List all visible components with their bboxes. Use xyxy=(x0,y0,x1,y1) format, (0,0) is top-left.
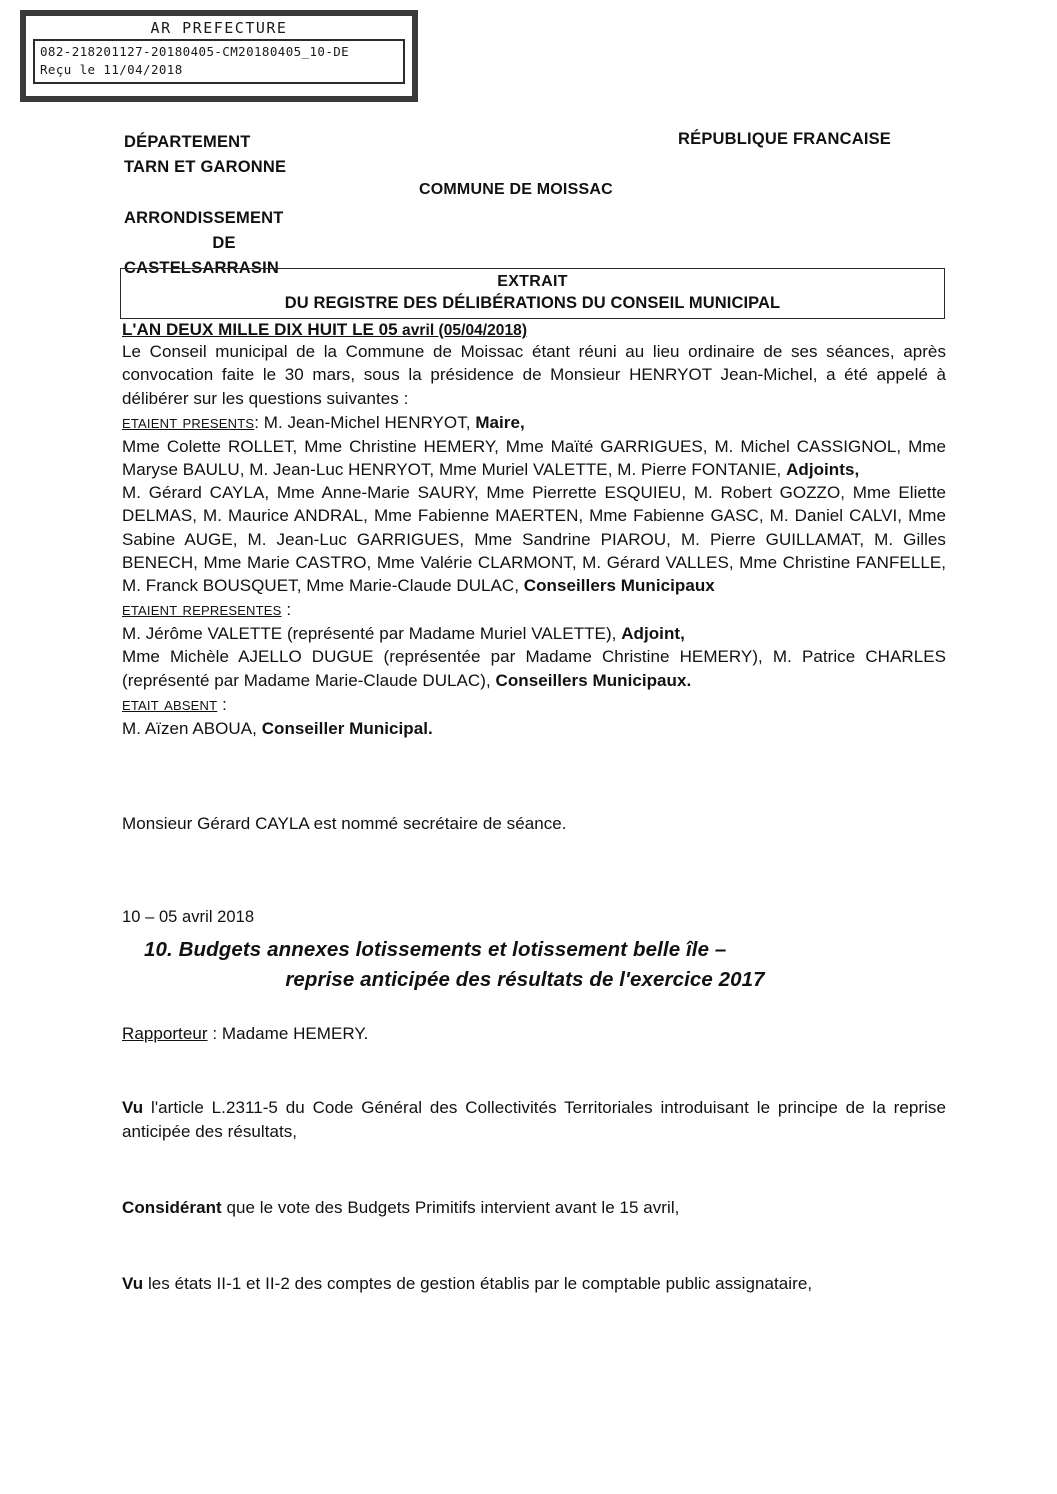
considerant-1-text: l'article L.2311-5 du Code Général des Collectivités Territoriales introduisant le principe de la reprise anticipée des résultats, xyxy=(122,1098,946,1142)
presents-adjoints-paragraph xyxy=(122,435,946,482)
presents-conseillers-paragraph xyxy=(122,481,946,597)
spacer-after-absent xyxy=(122,740,946,814)
header-left-block xyxy=(124,130,324,281)
republique-francaise: RÉPUBLIQUE FRANCAISE xyxy=(678,130,892,148)
considerant-paragraph-3 xyxy=(122,1272,946,1296)
document-header xyxy=(0,130,1057,278)
session-date-sub: avril (05/04/2018) xyxy=(397,322,528,339)
stamp-received-date: Reçu le 11/04/2018 xyxy=(40,61,183,77)
representes-line2-role: Conseillers Municipaux. xyxy=(495,670,692,690)
stamp-reference: 082-218201127-20180405-CM20180405_10-DE xyxy=(40,44,350,59)
stamp-title: AR PREFECTURE xyxy=(150,19,288,37)
spacer-before-rapporteur xyxy=(122,994,946,1024)
presents-adjoints-names: Mme Colette ROLLET, Mme Christine HEMERY, Mme Maïté GARRIGUES, M. Michel CASSIGNOL, Mme Maryse BAULU, M. Jean-Luc HENRYOT, Mme Muriel VALETTE, M. Pierre FONTANIE, xyxy=(122,436,946,479)
departement-name: TARN ET GARONNE xyxy=(124,158,287,177)
presents-maire-intro: : M. Jean-Michel HENRYOT, xyxy=(254,412,476,432)
rapporteur-line xyxy=(122,1024,946,1044)
stamp-reference-box xyxy=(33,39,405,84)
presents-heading-line xyxy=(122,410,946,435)
extrait-title: EXTRAIT xyxy=(497,273,568,290)
arrondissement-de: DE xyxy=(212,234,236,253)
spacer-after-secretaire xyxy=(122,834,946,908)
absent-heading xyxy=(122,692,946,717)
convocation-paragraph: Le Conseil municipal de la Commune de Moissac étant réuni au lieu ordinaire de ses séances, après convocation faite le 30 mars, sous la présidence de Monsieur HENRYOT Jean-Michel, a été appelé à délibérer sur les questions suivantes : xyxy=(122,342,946,408)
representes-label-suffix: : xyxy=(281,600,292,620)
arrondissement-name: CASTELSARRASIN xyxy=(124,259,279,278)
deliberation-title xyxy=(122,935,946,994)
considerant-1-lead: Vu xyxy=(122,1098,144,1118)
considerant-3-lead: Vu xyxy=(122,1273,144,1293)
arrondissement-label: ARRONDISSEMENT xyxy=(124,209,284,228)
representes-heading xyxy=(122,597,946,622)
representes-label: etaient representes xyxy=(122,599,282,620)
ar-prefecture-stamp xyxy=(20,10,418,102)
considerant-paragraph-1 xyxy=(122,1096,946,1144)
absent-name: M. Aïzen ABOUA, xyxy=(122,718,262,738)
representes-line1-text: M. Jérôme VALETTE (représenté par Madame Muriel VALETTE), xyxy=(122,624,622,644)
spacer-between-considerants-2 xyxy=(122,1220,946,1272)
considerant-2-lead: Considérant xyxy=(122,1197,222,1217)
rapporteur-label: Rapporteur xyxy=(122,1024,208,1044)
considerant-3-text: les états II-1 et II-2 des comptes de gestion établis par le comptable public assignataire, xyxy=(143,1273,813,1293)
representes-line2-text: Mme Michèle AJELLO DUGUE (représentée par Madame Christine HEMERY), M. Patrice CHARLES (représenté par Madame Marie-Claude DULAC), xyxy=(122,647,946,690)
presents-conseillers-names: M. Gérard CAYLA, Mme Anne-Marie SAURY, Mme Pierrette ESQUIEU, M. Robert GOZZO, Mme Eliette DELMAS, M. Maurice ANDRAL, Mme Fabienne MAERTEN, Mme Fabienne GASC, M. Daniel CALVI, Mme Sabine AUGE, M. Jean-Luc GARRIGUES, Mme Sandrine PIAROU, M. Pierre GUILLAMAT, M. Gilles BENECH, Mme Marie CASTRO, Mme Valérie CLARMONT, M. Gérard VALLES, Mme Christine FANFELLE, M. Franck BOUSQUET, Mme Marie-Claude DULAC, xyxy=(122,483,946,596)
considerant-paragraph-2 xyxy=(122,1196,946,1220)
presents-maire-role: Maire, xyxy=(475,412,525,432)
presents-conseillers-role: Conseillers Municipaux xyxy=(523,576,715,596)
presents-adjoints-role: Adjoints, xyxy=(786,459,860,479)
rapporteur-value: : Madame HEMERY. xyxy=(207,1024,369,1044)
deliberation-title-line1: 10. Budgets annexes lotissements et lotissement belle île – xyxy=(144,937,727,961)
document-body xyxy=(122,320,946,1296)
spacer-before-considerants xyxy=(122,1044,946,1096)
spacer-between-considerants-1 xyxy=(122,1144,946,1196)
extrait-subtitle: DU REGISTRE DES DÉLIBÉRATIONS DU CONSEIL MUNICIPAL xyxy=(284,293,781,312)
extrait-box xyxy=(120,268,945,319)
secretaire-de-seance: Monsieur Gérard CAYLA est nommé secrétaire de séance. xyxy=(122,813,567,833)
representes-line-1 xyxy=(122,622,946,645)
representes-line-2 xyxy=(122,645,946,692)
deliberation-title-line2: reprise anticipée des résultats de l'exercice 2017 xyxy=(285,967,765,991)
absent-label-suffix: : xyxy=(217,694,227,714)
commune-name: COMMUNE DE MOISSAC xyxy=(419,181,613,198)
absent-label: etait absent xyxy=(122,693,218,714)
session-date-heading xyxy=(122,320,946,340)
session-date-main: L'AN DEUX MILLE DIX HUIT LE 05 xyxy=(122,320,398,339)
absent-role: Conseiller Municipal. xyxy=(261,718,433,738)
considerant-2-text: que le vote des Budgets Primitifs intervient avant le 15 avril, xyxy=(221,1197,680,1217)
departement-label: DÉPARTEMENT xyxy=(124,133,251,151)
deliberation-number-date: 10 – 05 avril 2018 xyxy=(122,907,255,926)
absent-line xyxy=(122,717,946,740)
representes-line1-role: Adjoint, xyxy=(621,624,685,644)
presents-label: etaient presents xyxy=(122,411,255,432)
